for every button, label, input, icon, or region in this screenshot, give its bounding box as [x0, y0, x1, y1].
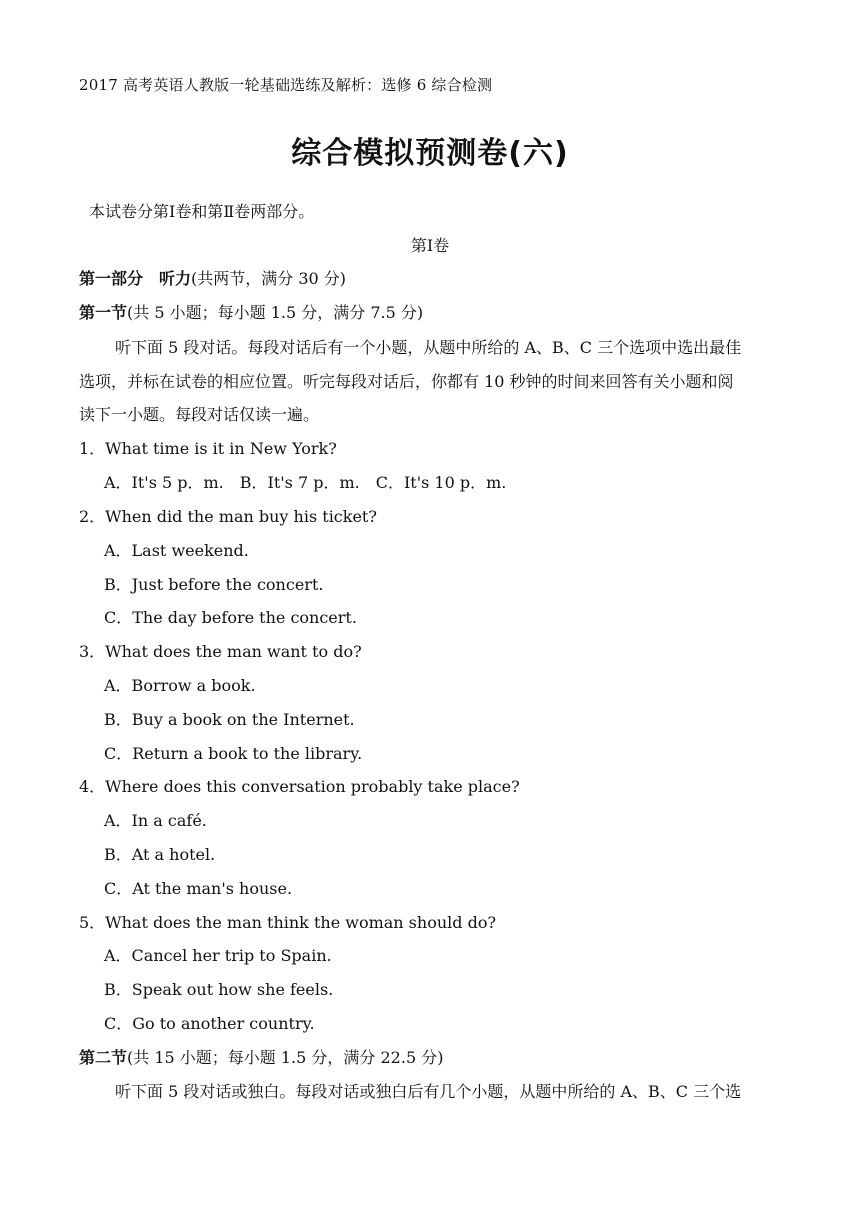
part1-heading [79, 268, 346, 290]
volume-heading: 第Ⅰ卷 [410, 236, 450, 255]
section1-heading-rest: (共 5 小题；每小题 1.5 分，满分 7.5 分) [127, 303, 424, 322]
section1-heading [79, 302, 423, 324]
question-stem: 5．What does the man think the woman should do? [79, 913, 497, 932]
question-stem: 4．Where does this conversation probably take place? [79, 777, 520, 796]
question-option: B．At a hotel. [104, 845, 216, 864]
section2-heading [79, 1047, 443, 1069]
exam-title: 综合模拟预测卷(六) [291, 136, 569, 171]
part1-heading-bold: 第一部分 听力 [79, 269, 192, 288]
part1-heading-rest: (共两节，满分 30 分) [191, 269, 347, 288]
question-option: B．Buy a book on the Internet. [104, 710, 355, 729]
section2-heading-bold: 第二节 [79, 1048, 128, 1067]
question-option: A．In a café. [104, 811, 207, 830]
question-option: C．Return a book to the library. [104, 744, 363, 763]
section1-heading-bold: 第一节 [79, 303, 128, 322]
document-header: 2017 高考英语人教版一轮基础选练及解析：选修 6 综合检测 [79, 76, 493, 94]
question-option: A．Borrow a book. [104, 676, 256, 695]
exam-intro: 本试卷分第Ⅰ卷和第Ⅱ卷两部分。 [89, 202, 315, 221]
section2-heading-rest: (共 15 小题；每小题 1.5 分，满分 22.5 分) [127, 1048, 444, 1067]
question-option: A．Last weekend. [104, 541, 249, 560]
question-option: C．At the man's house. [104, 879, 293, 898]
question-stem: 3．What does the man want to do? [79, 642, 362, 661]
question-option: C．The day before the concert. [104, 608, 357, 627]
question-option: C．Go to another country. [104, 1014, 315, 1033]
question-option: A．Cancel her trip to Spain. [104, 946, 332, 965]
section1-instructions-line: 读下一小题。每段对话仅读一遍。 [79, 405, 320, 424]
section1-instructions-line: 选项，并标在试卷的相应位置。听完每段对话后，你都有 10 秒钟的时间来回答有关小题和阅 [79, 372, 734, 391]
question-stem: 1．What time is it in New York? [79, 439, 337, 458]
section1-instructions-line: 听下面 5 段对话。每段对话后有一个小题，从题中所给的 A、B、C 三个选项中选出最佳 [115, 338, 742, 357]
question-option: B．Just before the concert. [104, 575, 324, 594]
question-option: B．Speak out how she feels. [104, 980, 334, 999]
section2-instructions-line: 听下面 5 段对话或独白。每段对话或独白后有几个小题，从题中所给的 A、B、C 三个选 [115, 1082, 742, 1101]
question-options: A．It's 5 p．m. B．It's 7 p．m. C．It's 10 p．m. [104, 473, 507, 492]
question-stem: 2．When did the man buy his ticket? [79, 507, 377, 526]
